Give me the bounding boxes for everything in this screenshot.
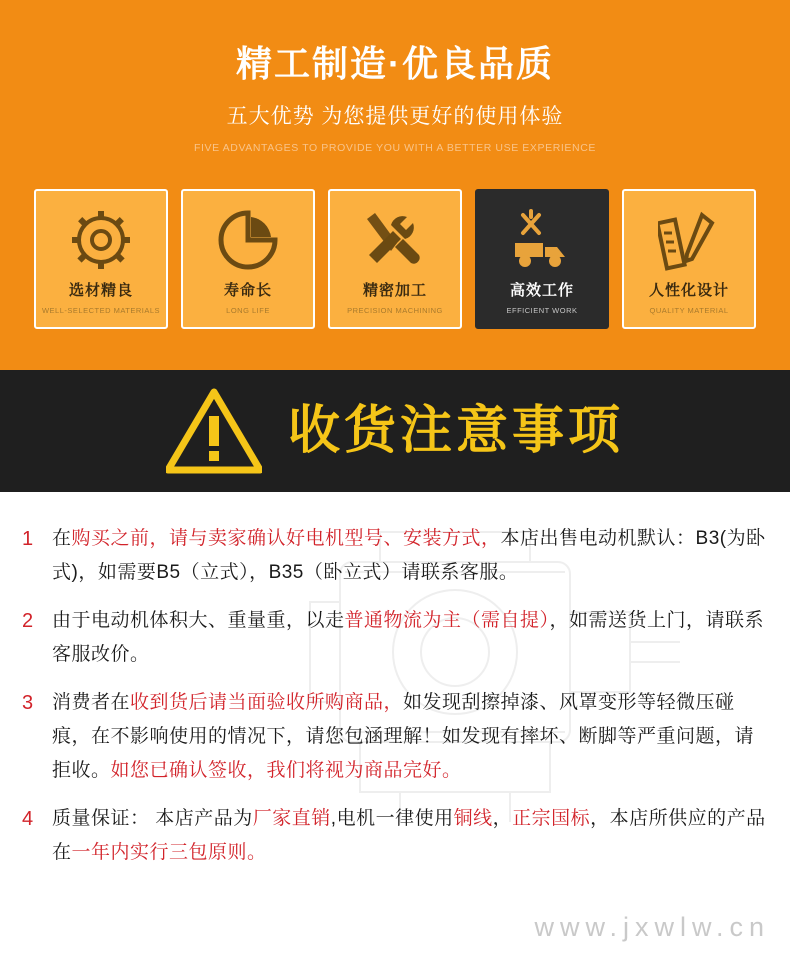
feature-label: 人性化设计 xyxy=(648,281,729,299)
list-item xyxy=(22,604,768,672)
feature-english: LONG LIFE xyxy=(226,305,270,315)
feature-card-lifespan xyxy=(181,189,315,329)
item-segment: 由于电动机体积大、重量重，以走 xyxy=(52,610,345,631)
feature-card-machining xyxy=(328,189,462,329)
item-segment: 如发现刮擦掉漆、风罩变形等轻微压碰痕，在不影响使用的情况下，请您包涵理解！如发现有摔坏、断脚等严重问题，请拒收。 xyxy=(52,692,755,781)
item-segment: 本店出售电动机默认：B3(为卧式)，如需要B5（立式），B35（卧立式）请联系客服。 xyxy=(52,528,766,583)
item-text xyxy=(52,522,768,590)
list-item xyxy=(22,802,768,870)
list-item xyxy=(22,522,768,590)
item-segment: 质量保证： 本店产品为 xyxy=(52,808,253,829)
feature-label: 高效工作 xyxy=(509,281,574,299)
list-item xyxy=(22,686,768,788)
advantages-banner xyxy=(0,0,790,370)
watermark: www.jxwlw.cn xyxy=(534,912,770,942)
feature-card-row xyxy=(0,189,790,329)
notice-title: 收货注意事项 xyxy=(287,402,624,460)
item-segment-highlight: 铜线 xyxy=(453,808,493,829)
feature-english: QUALITY MATERIAL xyxy=(649,305,729,315)
item-segment-highlight: 如您已确认签收，我们将视为商品完好。 xyxy=(110,760,462,781)
item-number: 1 xyxy=(22,528,34,550)
banner-title: 精工制造·优良品质 xyxy=(236,43,554,84)
feature-label: 精密加工 xyxy=(362,281,427,299)
notice-body xyxy=(0,492,790,957)
item-segment-highlight: 购买之前，请与卖家确认好电机型号、安装方式， xyxy=(71,528,501,549)
gear-icon xyxy=(70,209,132,271)
ruler-pencil-icon xyxy=(658,209,720,271)
item-segment-highlight: 一年内实行三包原则。 xyxy=(71,842,267,863)
notice-header xyxy=(0,370,790,492)
item-segment: ， xyxy=(492,808,513,829)
item-text xyxy=(52,604,768,672)
banner-subtitle: 五大优势 为您提供更好的使用体验 xyxy=(226,104,564,128)
item-number: 3 xyxy=(22,692,34,714)
item-segment: 消费者在 xyxy=(52,692,131,713)
item-segment-highlight: 收到货后请当面验收所购商品， xyxy=(130,692,404,713)
feature-label: 寿命长 xyxy=(223,281,272,299)
item-segment: 在 xyxy=(52,528,72,549)
feature-english: PRECISION MACHINING xyxy=(347,305,443,315)
tools-icon xyxy=(363,209,427,271)
feature-card-efficient xyxy=(475,189,609,329)
feature-label: 选材精良 xyxy=(68,281,133,299)
truck-icon xyxy=(509,209,575,271)
pie-chart-icon xyxy=(217,209,279,271)
item-segment-highlight: 正宗国标 xyxy=(512,808,591,829)
feature-english: EFFICIENT WORK xyxy=(506,305,578,315)
item-segment: ,电机一律使用 xyxy=(330,808,454,829)
item-segment-highlight: 厂家直销 xyxy=(252,808,331,829)
banner-english-subtitle: FIVE ADVANTAGES TO PROVIDE YOU WITH A BETTER USE EXPERIENCE xyxy=(193,141,596,154)
item-segment: ，本店所供应的产品在 xyxy=(52,808,766,863)
item-text xyxy=(52,802,768,870)
item-number: 2 xyxy=(22,610,34,632)
item-text xyxy=(52,686,768,788)
item-segment: ，如需送货上门，请联系客服改价。 xyxy=(52,610,765,665)
item-segment-highlight: 普通物流为主（需自提） xyxy=(344,610,550,631)
feature-card-materials xyxy=(34,189,168,329)
item-number: 4 xyxy=(22,808,34,830)
warning-triangle-icon xyxy=(166,388,262,474)
feature-english: WELL-SELECTED MATERIALS xyxy=(41,305,161,315)
feature-card-design xyxy=(622,189,756,329)
